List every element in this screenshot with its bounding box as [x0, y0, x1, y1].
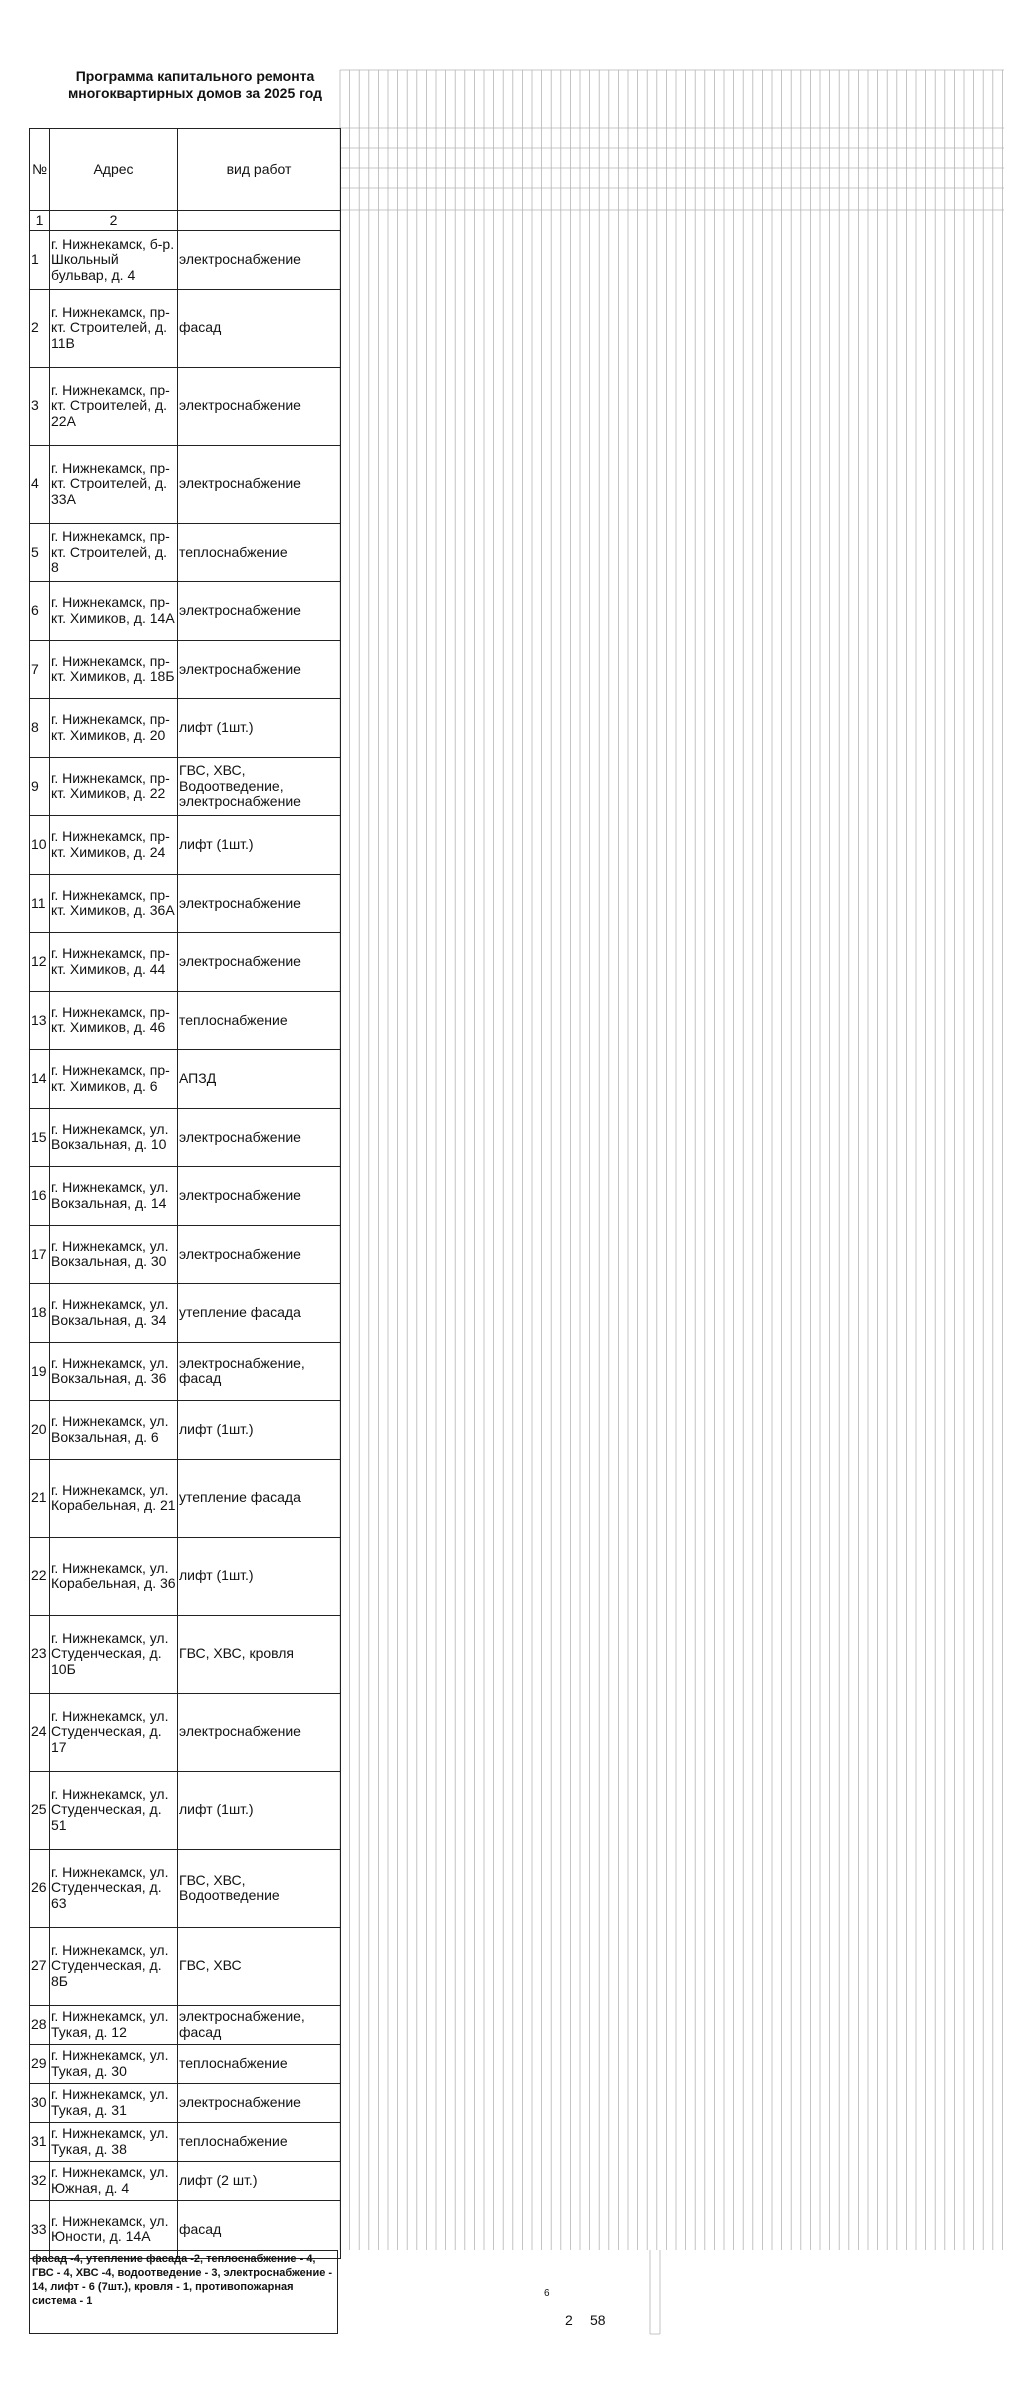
row-address: г. Нижнекамск, ул. Корабельная, д. 36: [50, 1537, 178, 1615]
row-works: электроснабжение: [178, 2083, 341, 2122]
row-works: лифт (1шт.): [178, 816, 341, 875]
row-address: г. Нижнекамск, пр-кт. Строителей, д. 33А: [50, 445, 178, 523]
works-summary: фасад -4, утепление фасада -2, теплоснабжение - 4, ГВС - 4, ХВС -4, водоотведение - 3, электроснабжение - 14, лифт - 6 (7шт.), кровля - 1, противопожарная система - 1: [29, 2250, 338, 2334]
page-number-left: 2: [565, 2312, 573, 2328]
table-row: [30, 1459, 341, 1537]
row-number: 23: [30, 1615, 50, 1693]
table-row: [30, 1615, 341, 1693]
row-number: 16: [30, 1167, 50, 1226]
row-address: г. Нижнекамск, ул. Студенческая, д. 51: [50, 1771, 178, 1849]
row-works: лифт (1шт.): [178, 1771, 341, 1849]
row-number: 10: [30, 816, 50, 875]
page-number-right: 58: [590, 2312, 606, 2328]
row-number: 22: [30, 1537, 50, 1615]
table-row: [30, 2122, 341, 2161]
row-number: 2: [30, 289, 50, 367]
row-works: электроснабжение: [178, 1167, 341, 1226]
column-number-row: [30, 211, 341, 231]
row-works: лифт (1шт.): [178, 1401, 341, 1460]
row-number: 19: [30, 1342, 50, 1401]
table-row: [30, 582, 341, 641]
row-address: г. Нижнекамск, ул. Студенческая, д. 17: [50, 1693, 178, 1771]
row-address: г. Нижнекамск, пр-кт. Химиков, д. 18Б: [50, 640, 178, 699]
table-row: [30, 640, 341, 699]
row-address: г. Нижнекамск, ул. Тукая, д. 38: [50, 2122, 178, 2161]
row-works: электроснабжение: [178, 582, 341, 641]
row-works: ГВС, ХВС, Водоотведение: [178, 1849, 341, 1927]
row-works: ГВС, ХВС, кровля: [178, 1615, 341, 1693]
row-works: электроснабжение: [178, 445, 341, 523]
table-row: [30, 523, 341, 582]
row-number: 13: [30, 991, 50, 1050]
row-works: теплоснабжение: [178, 523, 341, 582]
table-body: [30, 231, 341, 2259]
row-address: г. Нижнекамск, пр-кт. Химиков, д. 14А: [50, 582, 178, 641]
table-row: [30, 1693, 341, 1771]
table-row: [30, 1342, 341, 1401]
table-row: [30, 1401, 341, 1460]
repair-program-table: [29, 128, 341, 2259]
table-row: [30, 2005, 341, 2044]
table-row: [30, 1537, 341, 1615]
row-number: 11: [30, 874, 50, 933]
row-address: г. Нижнекамск, ул. Вокзальная, д. 14: [50, 1167, 178, 1226]
row-works: электроснабжение, фасад: [178, 1342, 341, 1401]
row-works: АПЗД: [178, 1050, 341, 1109]
header-no: №: [30, 129, 50, 211]
row-number: 14: [30, 1050, 50, 1109]
row-address: г. Нижнекамск, ул. Вокзальная, д. 36: [50, 1342, 178, 1401]
row-address: г. Нижнекамск, ул. Тукая, д. 12: [50, 2005, 178, 2044]
row-number: 28: [30, 2005, 50, 2044]
row-number: 18: [30, 1284, 50, 1343]
row-address: г. Нижнекамск, ул. Вокзальная, д. 6: [50, 1401, 178, 1460]
row-address: г. Нижнекамск, ул. Вокзальная, д. 34: [50, 1284, 178, 1343]
row-number: 30: [30, 2083, 50, 2122]
column-number-1: 1: [30, 211, 50, 231]
row-address: г. Нижнекамск, пр-кт. Строителей, д. 22А: [50, 367, 178, 445]
header-address: Адрес: [50, 129, 178, 211]
row-number: 27: [30, 1927, 50, 2005]
row-works: электроснабжение: [178, 874, 341, 933]
row-works: лифт (1шт.): [178, 1537, 341, 1615]
table-row: [30, 367, 341, 445]
row-number: 17: [30, 1225, 50, 1284]
row-works: электроснабжение: [178, 231, 341, 290]
row-works: электроснабжение: [178, 1693, 341, 1771]
row-number: 25: [30, 1771, 50, 1849]
row-works: утепление фасада: [178, 1459, 341, 1537]
row-address: г. Нижнекамск, ул. Южная, д. 4: [50, 2161, 178, 2200]
row-works: фасад: [178, 289, 341, 367]
row-number: 24: [30, 1693, 50, 1771]
row-works: электроснабжение, фасад: [178, 2005, 341, 2044]
row-number: 33: [30, 2200, 50, 2259]
table-row: [30, 2161, 341, 2200]
row-address: г. Нижнекамск, пр-кт. Химиков, д. 46: [50, 991, 178, 1050]
table-row: [30, 231, 341, 290]
row-address: г. Нижнекамск, ул. Студенческая, д. 10Б: [50, 1615, 178, 1693]
table-row: [30, 757, 341, 816]
column-number-2: 2: [50, 211, 178, 231]
row-works: фасад: [178, 2200, 341, 2259]
row-address: г. Нижнекамск, пр-кт. Химиков, д. 22: [50, 757, 178, 816]
row-works: лифт (2 шт.): [178, 2161, 341, 2200]
row-works: электроснабжение: [178, 640, 341, 699]
row-number: 5: [30, 523, 50, 582]
table-row: [30, 1050, 341, 1109]
row-address: г. Нижнекамск, пр-кт. Строителей, д. 11В: [50, 289, 178, 367]
table-row: [30, 1849, 341, 1927]
row-number: 3: [30, 367, 50, 445]
table-row: [30, 1225, 341, 1284]
row-number: 29: [30, 2044, 50, 2083]
row-number: 21: [30, 1459, 50, 1537]
table-row: [30, 816, 341, 875]
row-address: г. Нижнекамск, ул. Студенческая, д. 63: [50, 1849, 178, 1927]
table-row: [30, 2044, 341, 2083]
row-works: электроснабжение: [178, 1108, 341, 1167]
table-row: [30, 445, 341, 523]
row-address: г. Нижнекамск, б-р. Школьный бульвар, д. 4: [50, 231, 178, 290]
header-works: вид работ: [178, 129, 341, 211]
row-number: 9: [30, 757, 50, 816]
row-address: г. Нижнекамск, пр-кт. Химиков, д. 44: [50, 933, 178, 992]
row-number: 4: [30, 445, 50, 523]
row-number: 12: [30, 933, 50, 992]
row-address: г. Нижнекамск, ул. Тукая, д. 31: [50, 2083, 178, 2122]
row-works: утепление фасада: [178, 1284, 341, 1343]
table-row: [30, 1927, 341, 2005]
table-row: [30, 699, 341, 758]
row-number: 32: [30, 2161, 50, 2200]
row-number: 1: [30, 231, 50, 290]
row-address: г. Нижнекамск, ул. Тукая, д. 30: [50, 2044, 178, 2083]
row-address: г. Нижнекамск, ул. Студенческая, д. 8Б: [50, 1927, 178, 2005]
row-address: г. Нижнекамск, ул. Корабельная, д. 21: [50, 1459, 178, 1537]
row-address: г. Нижнекамск, ул. Юности, д. 14А: [50, 2200, 178, 2259]
row-address: г. Нижнекамск, пр-кт. Химиков, д. 36А: [50, 874, 178, 933]
table-row: [30, 1284, 341, 1343]
row-number: 8: [30, 699, 50, 758]
column-number-3: [178, 211, 341, 231]
table-row: [30, 874, 341, 933]
row-works: электроснабжение: [178, 367, 341, 445]
row-number: 15: [30, 1108, 50, 1167]
table-header-row: [30, 129, 341, 211]
table-row: [30, 1108, 341, 1167]
row-works: лифт (1шт.): [178, 699, 341, 758]
row-number: 26: [30, 1849, 50, 1927]
row-address: г. Нижнекамск, пр-кт. Строителей, д. 8: [50, 523, 178, 582]
table-row: [30, 289, 341, 367]
row-works: теплоснабжение: [178, 991, 341, 1050]
page-small-number: 6: [544, 2288, 550, 2299]
row-address: г. Нижнекамск, пр-кт. Химиков, д. 6: [50, 1050, 178, 1109]
row-address: г. Нижнекамск, пр-кт. Химиков, д. 20: [50, 699, 178, 758]
row-address: г. Нижнекамск, ул. Вокзальная, д. 30: [50, 1225, 178, 1284]
table-row: [30, 1771, 341, 1849]
table-row: [30, 1167, 341, 1226]
row-number: 20: [30, 1401, 50, 1460]
row-number: 7: [30, 640, 50, 699]
table-row: [30, 933, 341, 992]
row-works: теплоснабжение: [178, 2044, 341, 2083]
row-address: г. Нижнекамск, пр-кт. Химиков, д. 24: [50, 816, 178, 875]
row-works: ГВС, ХВС, Водоотведение, электроснабжение: [178, 757, 341, 816]
row-works: электроснабжение: [178, 933, 341, 992]
document-title: Программа капитального ремонта многоквартирных домов за 2025 год: [67, 68, 323, 101]
row-works: электроснабжение: [178, 1225, 341, 1284]
row-address: г. Нижнекамск, ул. Вокзальная, д. 10: [50, 1108, 178, 1167]
table-row: [30, 2083, 341, 2122]
row-works: ГВС, ХВС: [178, 1927, 341, 2005]
row-number: 6: [30, 582, 50, 641]
table-row: [30, 991, 341, 1050]
row-works: теплоснабжение: [178, 2122, 341, 2161]
row-number: 31: [30, 2122, 50, 2161]
